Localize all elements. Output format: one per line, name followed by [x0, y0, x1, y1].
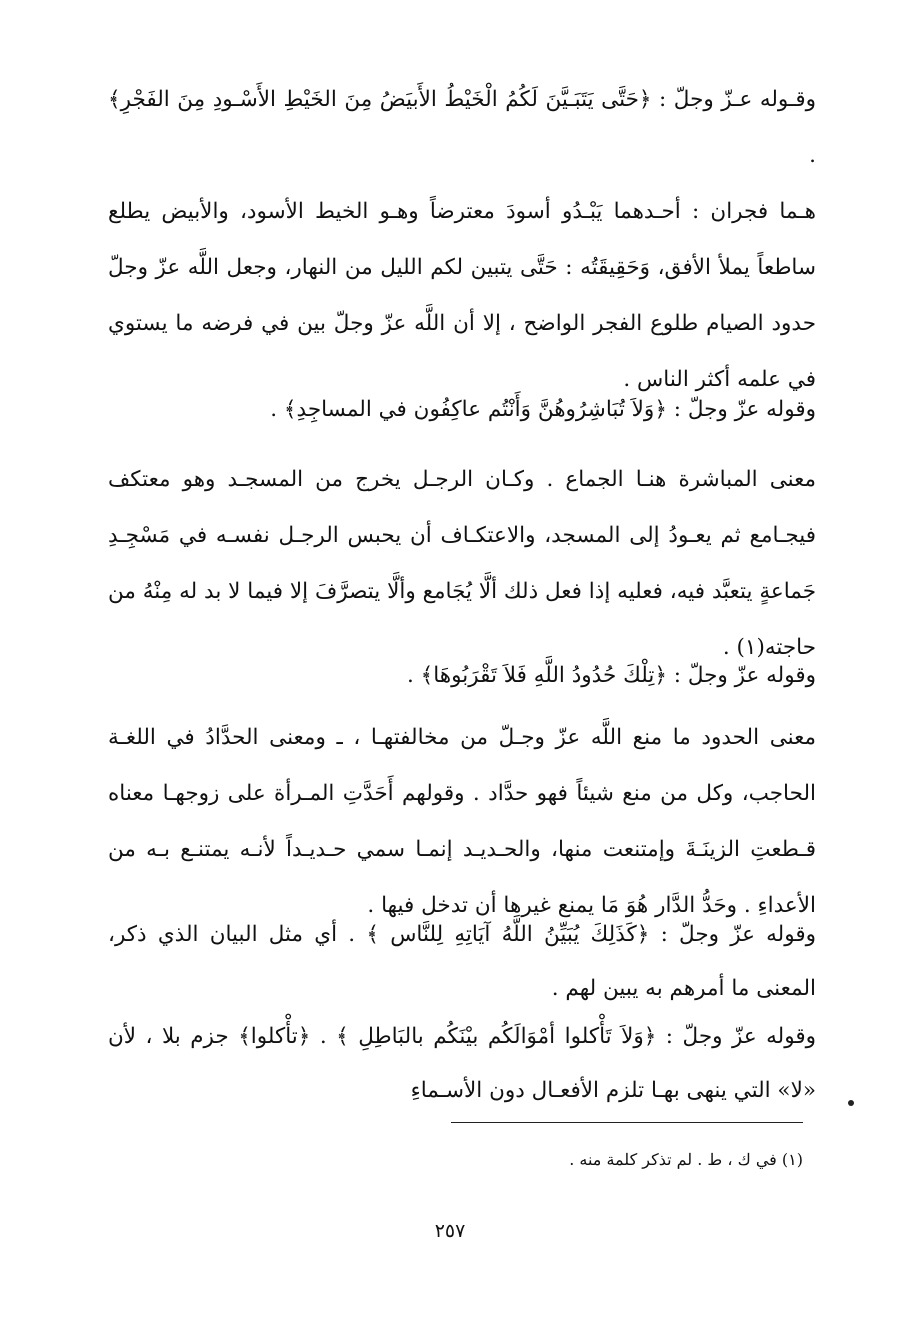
- footnote-divider: [451, 1122, 803, 1123]
- footnote: (١) في ك ، ط . لم تذكر كلمة منه .: [569, 1150, 803, 1169]
- paragraph-2: هـما فجران : أحـدهما يَبْـدُو أسودَ معترضاً وهـو الخيط الأسود، والأبيض يطلع ساطعاً يملأ الأفق، وَحَقِيقَتُه : حَتَّى يتبين لكم الليل من النهار، وجعل اللَّه عزّ وجلّ حدود الصيام طلوع الفجر الواضح ، إلا أن اللَّه عزّ وجلّ بين في فرضه ما يستوي في علمه أكثر الناس .: [108, 199, 816, 392]
- paragraph-1: وقـوله عـزّ وجلّ : ﴿حَتَّى يَتَبَـيَّنَ لَكُمُ الْخَيْطُ الأَبيَضُ مِنَ الخَيْطِ الأَسْـودِ مِنَ الفَجْرِ﴾ .: [108, 87, 816, 168]
- page-number: ٢٥٧: [434, 1220, 466, 1242]
- paragraph-5: وقوله عزّ وجلّ : ﴿تِلْكَ حُدُودُ اللَّهِ فَلاَ تَقْرَبُوهَا﴾ .: [406, 663, 816, 688]
- paragraph-6: معنى الحدود ما منع اللَّه عزّ وجـلّ من مخالفتهـا ، ـ ومعنى الحدَّادُ في اللغـة الحاجب، وكل من منع شيئاً فهو حدَّاد . وقولهم أَحَدَّتِ المـرأة على زوجهـا معناه قـطعتِ الزينَـةَ وإمتنعت منها، والحـديـد إنمـا سمي حـديـداً لأنـه يمتنـع بـه من الأعداءِ . وحَدُّ الدَّار هُوَ مَا يمنع غيرها أن تدخل فيها .: [108, 725, 816, 918]
- paragraph-8: وقوله عزّ وجلّ : ﴿وَلاَ تَأْكلوا أمْوَالَكُم بيْنَكُم بالبَاطِلِ ﴾ . ﴿تأْكلوا﴾ جزم بلا ، لأن «لا» التي ينهى بهـا تلزم الأفعـال دون الأسـماءِ: [108, 1024, 816, 1103]
- paragraph-7: وقوله عزّ وجلّ : ﴿كَذَلِكَ يُبَيِّنُ اللَّهُ آيَاتِهِ لِلنَّاس ﴾ . أي مثل البيان الذي ذكر، المعنى ما أمرهم به يبين لهم .: [108, 922, 816, 1001]
- paragraph-3: وقوله عزّ وجلّ : ﴿وَلاَ تُبَاشِرُوهُنَّ وَأَنْتُم عاكِفُون في المساجِدِ﴾ .: [270, 397, 816, 422]
- margin-dot: [848, 1100, 854, 1106]
- paragraph-4: معنى المباشرة هنـا الجماع . وكـان الرجـل يخرج من المسجـد وهو معتكف فيجـامع ثم يعـودُ إلى المسجد، والاعتكـاف أن يحبس الرجـل نفسـه في مَسْجِـدِ جَماعةٍ يتعبَّد فيه، فعليه إذا فعل ذلك ألَّا يُجَامع وألَّا يتصرَّفَ إلا فيما لا بد له مِنْهُ من حاجته(١) .: [108, 467, 816, 660]
